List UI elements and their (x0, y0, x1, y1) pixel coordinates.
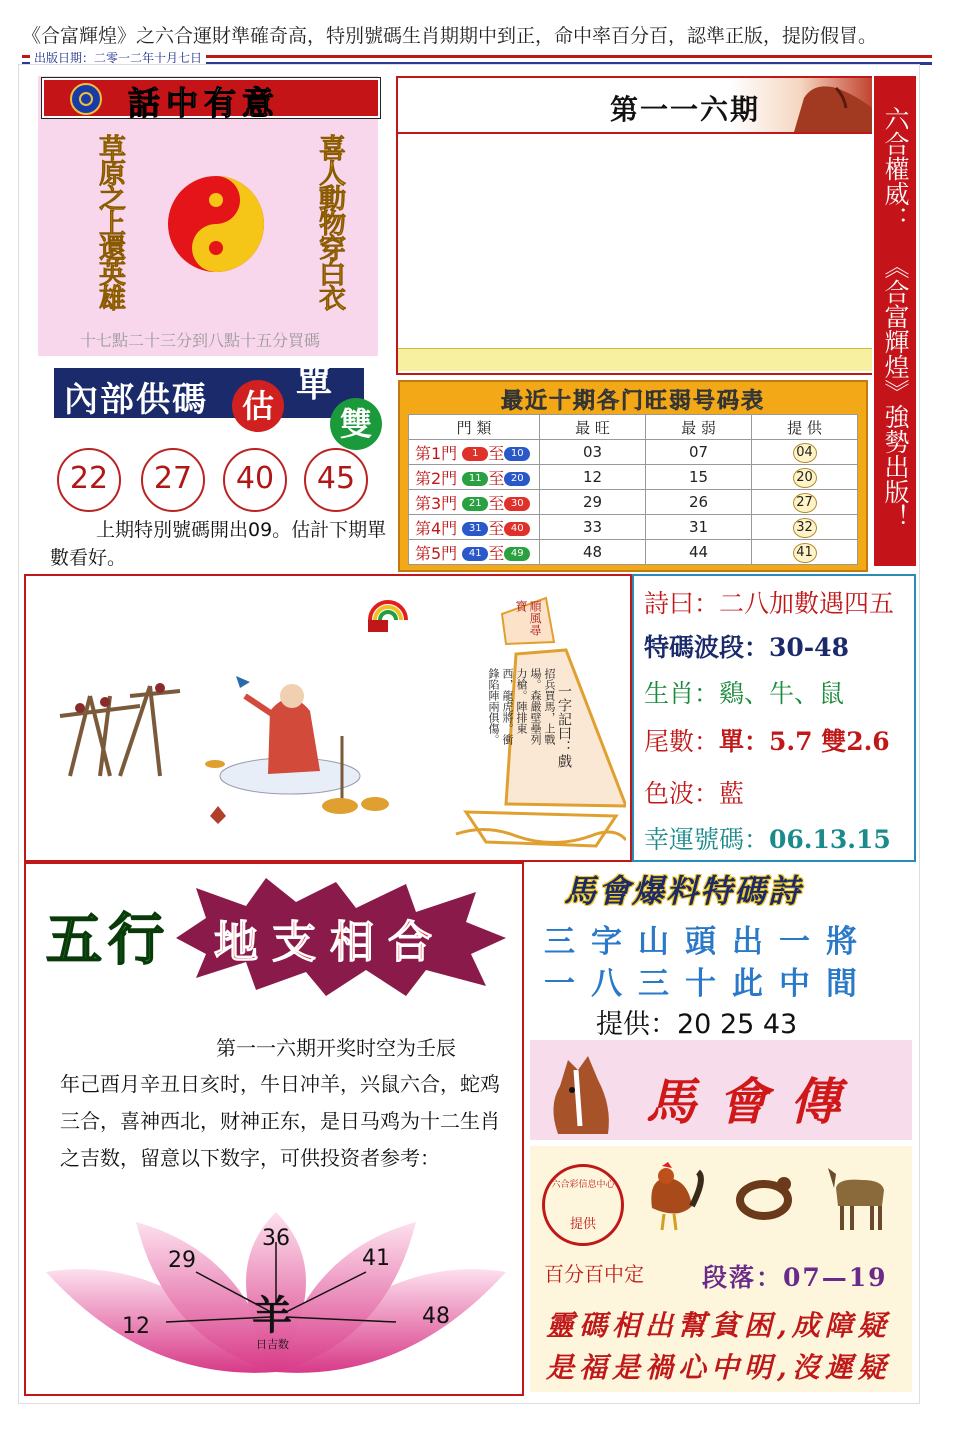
sail-panel (426, 574, 632, 862)
gate-label: 第1門 (415, 443, 458, 463)
max-cell: 29 (540, 490, 646, 515)
stamp-seal (542, 1164, 624, 1246)
lotus-center: 羊 (252, 1292, 292, 1339)
issue-bottom-strip (398, 348, 872, 371)
rooster-icon (638, 1158, 708, 1232)
poem-line-5-value: 藍 (719, 779, 745, 808)
verse-line-2: 是福是禍心中明,沒遲疑 (546, 1351, 891, 1384)
gate-table-row (409, 515, 858, 540)
gate-to-ball: 10 (504, 447, 530, 461)
code-number-2: 27 (141, 448, 205, 512)
wuxing-text-first: 第一一六期开奖时空为壬辰 (216, 1036, 456, 1060)
gate-table (408, 414, 858, 565)
sail-flag-text: 順風尋寶 (514, 600, 542, 636)
poem-line-1 (644, 584, 894, 620)
horse-head-portrait-icon (538, 1046, 618, 1136)
wuxing-text-body: 年己酉月辛丑日亥时，牛日冲羊，兴鼠六合，蛇鸡三合，喜神西北，财神正东，是日马鸡为十二生肖之吉数，留意以下数字，可供投资者参考： (60, 1072, 500, 1170)
header-min: 最 弱 (646, 415, 752, 440)
snake-icon (734, 1170, 800, 1222)
sail-poem: 招兵買馬，上戰場。森嚴壁壘列力槍。陣排東西，龍虎將。衝鋒陷陣兩俱傷。 (487, 668, 556, 745)
hua-zhong-title: 話中有意 (128, 84, 281, 122)
wuxing-title-b: 地支相合 (214, 917, 446, 968)
gate-to-word: 至 (488, 518, 505, 538)
goat-icon (822, 1158, 898, 1232)
header-gate: 門 類 (409, 415, 540, 440)
lotus-number-36: 36 (262, 1226, 290, 1251)
poem-line-2-value: 30-48 (769, 633, 849, 662)
poem-line-3-value: 鷄、牛、鼠 (719, 679, 845, 708)
code-number-1: 22 (57, 448, 121, 512)
gate-from-ball: 41 (462, 547, 488, 561)
right-verse: 喜人動物穿白衣 (314, 134, 345, 309)
hua-zhong-title-bar (42, 78, 380, 122)
poem-line-5 (644, 774, 744, 810)
min-cell: 44 (646, 540, 752, 565)
issue-header (398, 78, 872, 134)
poem-line-4 (644, 722, 890, 758)
gate-table-row (409, 440, 858, 465)
poem-line-4-label: 尾數： (644, 727, 720, 756)
lotus-number-12: 12 (122, 1314, 150, 1339)
gate-from-ball: 11 (462, 472, 488, 486)
side-slogan-box (872, 76, 916, 566)
provide-cell (752, 465, 858, 490)
poem-line-6-label: 幸運號碼： (644, 825, 770, 854)
max-cell: 03 (540, 440, 646, 465)
hua-zhong-box (38, 76, 378, 356)
poem-line-3 (644, 674, 844, 710)
provide-cell (752, 490, 858, 515)
gate-from-ball: 21 (462, 497, 488, 511)
issue-box (396, 76, 874, 375)
gate-to-word: 至 (488, 468, 505, 488)
horse-poem-line1: 三字山頭出一將 (544, 924, 873, 960)
gate-cell (409, 465, 540, 490)
poem-line-4-value: 單：5.7 雙2.6 (719, 727, 890, 756)
gate-from-ball: 31 (462, 522, 488, 536)
poem-line-6-value: 06.13.15 (769, 825, 891, 854)
gate-to-word: 至 (488, 493, 505, 513)
bird-scene-illustration (40, 656, 420, 846)
gate-table-row (409, 465, 858, 490)
picture-panel (24, 574, 428, 862)
poem-line-2 (644, 628, 849, 664)
provide-number: 32 (793, 518, 817, 538)
gate-label: 第3門 (415, 493, 458, 513)
gate-table-title: 最近十期各门旺弱号码表 (500, 388, 765, 414)
poem-line-5-label: 色波： (644, 779, 720, 808)
sail-poem-title: 一字記曰：戲 (556, 684, 572, 768)
min-cell: 07 (646, 440, 752, 465)
publish-date: 出版日期：二零一二年十月七日 (30, 52, 206, 64)
gate-to-word: 至 (488, 543, 505, 563)
horse-poem-provide: 提供：20 25 43 (596, 1009, 798, 1040)
horse-secret-title: 馬會傳 (646, 1072, 862, 1131)
yin-yang-icon (166, 174, 266, 274)
max-cell: 48 (540, 540, 646, 565)
gate-from-ball: 1 (462, 447, 488, 461)
horse-head-icon (784, 78, 874, 132)
banner-text: 《合富輝煌》之六合運財準確奇高，特別號碼生肖期期中到正，命中率百分百，認準正版，提防假冒。 (22, 25, 878, 47)
logo-icon (70, 83, 102, 115)
code-number-3: 40 (223, 448, 287, 512)
poem-line-2-label: 特碼波段： (644, 633, 770, 662)
header-provide: 提 供 (752, 415, 858, 440)
provide-cell (752, 440, 858, 465)
gate-label: 第5門 (415, 543, 458, 563)
internal-code-title: 內部供碼 (64, 380, 208, 420)
horse-secret-banner (530, 1040, 912, 1140)
min-cell: 26 (646, 490, 752, 515)
wuxing-title-a: 五行 (46, 907, 170, 973)
horse-secret-body (530, 1146, 912, 1392)
code-number-4: 45 (304, 448, 368, 512)
min-cell: 15 (646, 465, 752, 490)
gate-table-row (409, 490, 858, 515)
side-slogan-line1: 六合權威： (881, 106, 910, 231)
horse-poem-line2: 一八三十此中間 (544, 966, 873, 1002)
stamp-ring-text: 六合彩信息中心 (551, 1180, 615, 1190)
gate-to-word: 至 (488, 443, 505, 463)
gate-table-header (409, 415, 858, 440)
gate-label: 第2門 (415, 468, 458, 488)
badge-gu: 估 (232, 380, 284, 432)
internal-code-note: 上期特別號碼開出09。估計下期單數看好。 (50, 519, 387, 569)
gate-cell (409, 540, 540, 565)
gate-table-box (398, 380, 868, 572)
lotus-number-29: 29 (168, 1248, 196, 1273)
badge-shuang: 雙 (330, 398, 382, 450)
rainbow-logo-icon (366, 590, 410, 634)
horse-poem-title: 馬會爆料特碼詩 (564, 872, 803, 910)
verse-line-1: 靈碼相出幫貧困,成障疑 (546, 1309, 891, 1342)
lotus-number-41: 41 (362, 1246, 390, 1271)
gate-cell (409, 490, 540, 515)
provide-number: 04 (793, 443, 817, 463)
max-cell: 12 (540, 465, 646, 490)
lotus-sub: 日吉数 (256, 1338, 289, 1351)
gate-to-ball: 40 (504, 522, 530, 536)
header-max: 最 旺 (540, 415, 646, 440)
poem-line-3-label: 生肖： (644, 679, 720, 708)
min-cell: 31 (646, 515, 752, 540)
sure-text: 百分百中定 (544, 1262, 644, 1286)
lotus-number-48: 48 (422, 1304, 450, 1329)
side-slogan-line2: 《合富輝煌》強勢出版！ (881, 254, 910, 529)
provide-cell (752, 540, 858, 565)
gate-cell (409, 515, 540, 540)
provide-number: 41 (793, 543, 817, 563)
provide-cell (752, 515, 858, 540)
poem-line-1-label: 詩曰： (644, 589, 720, 618)
gate-table-body (408, 414, 858, 565)
gate-cell (409, 440, 540, 465)
poem-line-1-value: 二八加數遇四五 (719, 589, 895, 618)
segment-text: 段落：07—19 (702, 1263, 888, 1292)
gate-to-ball: 30 (504, 497, 530, 511)
provide-number: 27 (793, 493, 817, 513)
hua-zhong-footer: 十七點二十三分到八點十五分買碼 (80, 331, 321, 350)
badge-dan: 單 (295, 363, 332, 405)
gate-to-ball: 49 (504, 547, 530, 561)
gate-to-ball: 20 (504, 472, 530, 486)
gate-label: 第4門 (415, 518, 458, 538)
issue-label: 第一一六期 (610, 93, 761, 126)
provide-number: 20 (793, 468, 817, 488)
gate-table-row (409, 540, 858, 565)
poem-line-6 (644, 820, 891, 856)
max-cell: 33 (540, 515, 646, 540)
stamp-center-text: 提供 (569, 1217, 596, 1232)
wuxing-panel (24, 862, 524, 1396)
poem-panel (632, 574, 916, 862)
left-verse: 草原之上還英雄 (94, 134, 125, 309)
